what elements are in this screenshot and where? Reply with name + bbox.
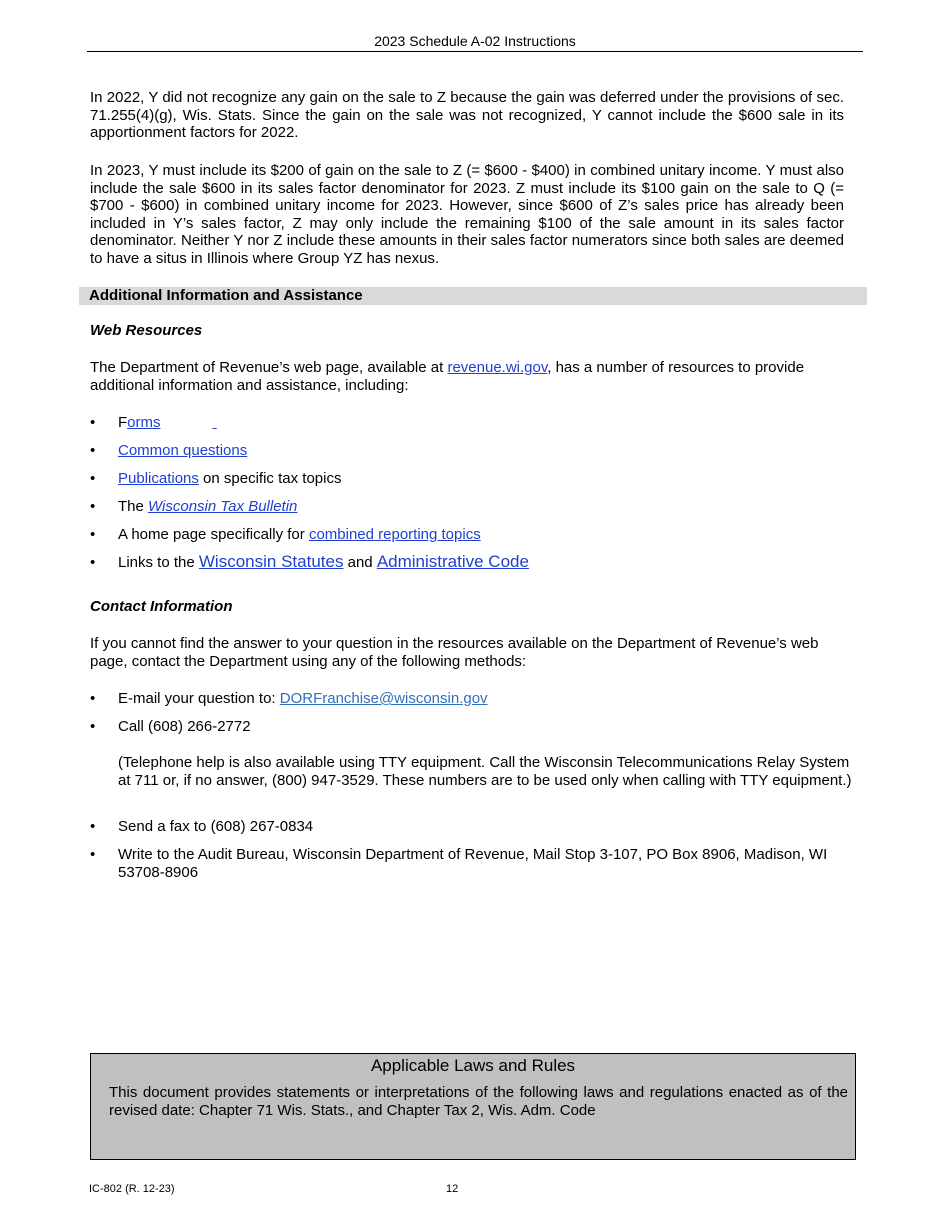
- tty-note: (Telephone help is also available using TTY equipment. Call the Wisconsin Telecommunications Relay System at 711 or, if no answer, (800) 947-3529. These numbers are to be used only when calling with TTY equipment.): [118, 754, 852, 789]
- forms-link[interactable]: orms: [127, 414, 161, 431]
- header-rule: [87, 51, 863, 52]
- email-prefix: E-mail your question to:: [118, 690, 280, 707]
- bullet-icon: •: [90, 846, 96, 863]
- bullet-icon: •: [90, 470, 96, 487]
- bullet-icon: •: [90, 498, 96, 515]
- laws-box-text: This document provides statements or interpretations of the following laws and regulations enacted as of the revised date: Chapter 71 Wis. Stats., and Chapter Tax 2, Wis. Adm. Code: [109, 1084, 848, 1119]
- section-header-bar: [79, 287, 867, 305]
- fax-text: Send a fax to (608) 267-0834: [118, 818, 314, 835]
- call-text: Call (608) 266-2772: [118, 718, 251, 735]
- intro-text-before: The Department of Revenue’s web page, available at: [90, 359, 448, 376]
- wisconsin-statutes-link[interactable]: Wisconsin Statutes: [198, 552, 344, 571]
- bullet-icon: •: [90, 526, 96, 543]
- combined-reporting-link[interactable]: combined reporting topics: [308, 526, 481, 543]
- section-title: Additional Information and Assistance: [89, 287, 363, 304]
- item-middle: and: [343, 554, 377, 571]
- web-resources-heading: Web Resources: [90, 322, 203, 339]
- page-header-title: 2023 Schedule A-02 Instructions: [374, 33, 576, 49]
- contact-heading: Contact Information: [90, 598, 233, 615]
- footer-form-id: IC-802 (R. 12-23): [89, 1183, 175, 1195]
- web-resources-intro: [90, 359, 844, 394]
- publications-link[interactable]: Publications: [118, 470, 199, 487]
- bullet-icon: •: [90, 718, 96, 735]
- paragraph-2022-gain: In 2022, Y did not recognize any gain on the sale to Z because the gain was deferred under the provisions of sec. 71.255(4)(g), Wis. Stats. Since the gain on the sale was not recognized, Y cannot include the $600 sale in its apportionment factors for 2022.: [90, 89, 844, 142]
- bullet-icon: •: [90, 442, 96, 459]
- common-questions-link[interactable]: Common questions: [118, 442, 248, 459]
- bullet-icon: •: [90, 414, 96, 431]
- footer-page-number: 12: [446, 1183, 459, 1195]
- item-suffix: on specific tax topics: [198, 470, 342, 487]
- laws-box-title: Applicable Laws and Rules: [370, 1056, 576, 1075]
- link-underline-fragment: [213, 414, 217, 431]
- bullet-icon: •: [90, 690, 96, 707]
- bullet-icon: •: [90, 818, 96, 835]
- write-text: Write to the Audit Bureau, Wisconsin Department of Revenue, Mail Stop 3-107, PO Box 8906, Madison, WI 53708-8906: [118, 846, 828, 881]
- email-link[interactable]: DORFranchise@wisconsin.gov: [279, 690, 488, 707]
- item-prefix: The: [118, 498, 149, 515]
- contact-intro: If you cannot find the answer to your question in the resources available on the Department of Revenue’s web page, contact the Department using any of the following methods:: [90, 635, 819, 670]
- administrative-code-link[interactable]: Administrative Code: [376, 552, 529, 571]
- item-prefix: A home page specifically for: [118, 526, 309, 543]
- revenue-website-link[interactable]: revenue.wi.gov: [447, 359, 548, 376]
- applicable-laws-box: [90, 1053, 856, 1160]
- bullet-icon: •: [90, 554, 96, 571]
- paragraph-2023-gain: In 2023, Y must include its $200 of gain on the sale to Z (= $600 - $400) in combined unitary income. Y must also include the sale $600 in its sales factor denominator for 2023. Z must include its $100 gain on the sale to Q (= $700 - $600) in combined unitary income for 2023. However, since $600 of Z’s sales price has already been included in Y’s sales factor, Z may only include the remaining $100 of the sale amount in its sales factor denominator. Neither Y nor Z include these amounts in their sales factor numerators since both sales are deemed to have a situs in Illinois where Group YZ has nexus.: [90, 162, 844, 267]
- intro-text-after: , has a number of resources to provide additional information and assistance, including:: [90, 359, 805, 394]
- item-prefix: F: [118, 414, 128, 431]
- tax-bulletin-link[interactable]: Wisconsin Tax Bulletin: [148, 498, 298, 515]
- item-prefix: Links to the: [118, 554, 199, 571]
